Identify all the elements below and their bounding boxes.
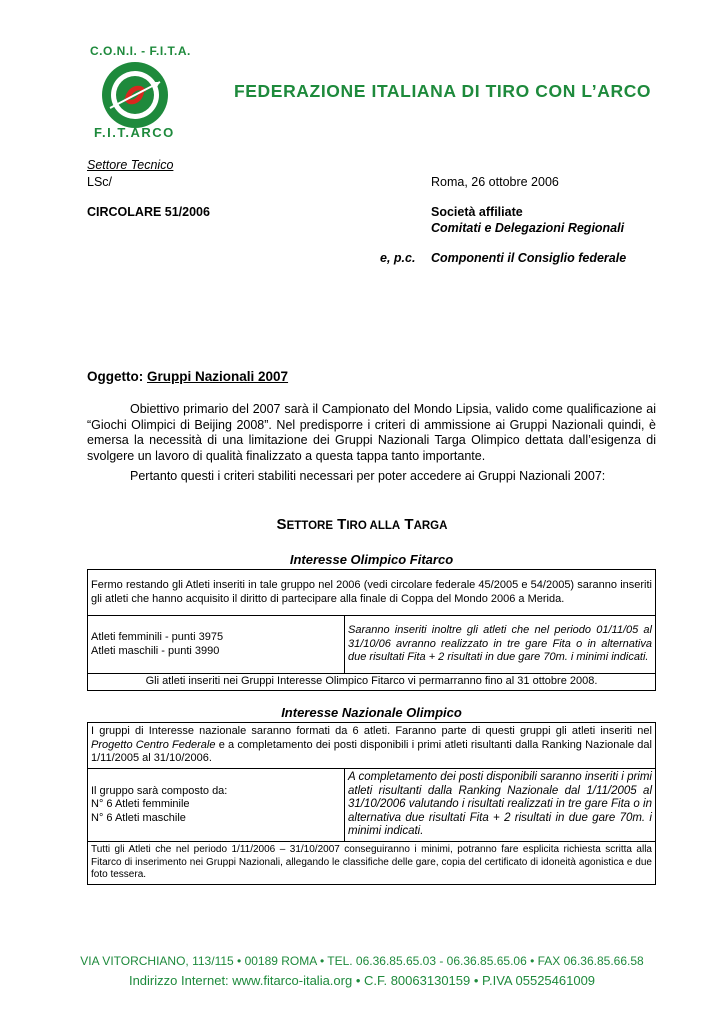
table2-criteria: A completamento dei posti disponibili saranno inseriti i primi atleti risultanti dalla Ranking Nazionale dal 1/11/2005 al 31/10/2006 valutando i risultati realizzati in tre gare Fita o in alternativa due risultati Fita + 2 risultati in due gare 70m. i minimi indicati. — [345, 769, 656, 842]
table1-caption: Interesse Olimpico Fitarco — [289, 552, 454, 567]
table1-scores — [88, 616, 345, 674]
table2-intro-text-a: I gruppi di Interesse nazionale saranno formati da 6 atleti. Faranno parte di questi gruppi gli atleti inseriti nel — [91, 725, 652, 738]
reference: LSc/ — [87, 175, 113, 189]
table2-intro-text-b: e a completamento dei posti disponibili i primi atleti risultanti dalla Ranking Nazionale dal 1/11/2005 al 31/10/2006. — [91, 738, 652, 765]
federation-title: FEDERAZIONE ITALIANA DI TIRO CON L’ARCO — [234, 81, 652, 101]
epc-label: e, p.c. — [380, 251, 416, 265]
section-title-cap-3: T — [404, 516, 414, 533]
table2-intro — [88, 723, 656, 769]
body-text — [87, 402, 656, 485]
section-title-rest-1: ETTORE — [286, 520, 333, 532]
table2-intro-emphasis: Progetto Centro Federale — [91, 738, 216, 751]
table2-female-count: N° 6 Atleti femminile — [91, 798, 190, 811]
table1-footer: Gli atleti inseriti nei Gruppi Interesse Olimpico Fitarco vi permarranno fino al 31 ottobre 2008. — [88, 674, 656, 691]
recipient-council: Componenti il Consiglio federale — [431, 251, 627, 265]
footer-internet: Indirizzo Internet: www.fitarco-italia.org • C.F. 80063130159 • P.IVA 05525461009 — [128, 973, 596, 988]
section-title-rest-2: IRO ALLA — [346, 520, 401, 532]
table-olimpico-fitarco — [87, 569, 656, 691]
section-title-cap-1: S — [276, 516, 287, 533]
circular-number: CIRCOLARE 51/2006 — [87, 205, 210, 219]
section-title-cap-2: T — [337, 516, 347, 533]
table1-criteria: Saranno inseriti inoltre gli atleti che nel periodo 01/11/05 al 31/10/06 avranno realizzato in tre gare Fita o in alternativa due risultati Fita + 2 risultati in due gare 70m. i minimi indicati. — [345, 616, 656, 674]
org-bottom-label: F.I.T.ARCO — [94, 125, 175, 140]
subject-line — [87, 369, 288, 384]
body-paragraph-2: Pertanto questi i criteri stabiliti necessari per poter accedere ai Gruppi Nazionali 2007: — [130, 469, 606, 483]
table2-caption: Interesse Nazionale Olimpico — [281, 705, 462, 720]
department-label: Settore Tecnico — [87, 158, 174, 172]
table1-male-score: Atleti maschili - punti 3990 — [91, 644, 220, 657]
section-title-rest-3: ARGA — [413, 520, 448, 532]
table1-female-score: Atleti femminili - punti 3975 — [91, 631, 224, 643]
body-paragraph-1: Obiettivo primario del 2007 sarà il Campionato del Mondo Lipsia, valido come qualificazione ai “Giochi Olimpici di Beijing 2008”. Nel predisporre i criteri di ammissione ai Gruppi Nazionali quindi, è emersa la necessità di una limitazione dei Gruppi Nazionali Targa Olimpico dettata dall’esigenza di svolgere un lavoro di qualità finalizzato a questa tappa tanto importante. — [87, 402, 656, 463]
recipient-committees: Comitati e Delegazioni Regionali — [431, 221, 625, 235]
table-nazionale-olimpico — [87, 722, 656, 885]
recipient-societies: Società affiliate — [431, 205, 523, 219]
section-title — [0, 516, 724, 533]
org-top-label: C.O.N.I. - F.I.T.A. — [90, 44, 191, 58]
table2-group-composition — [88, 769, 345, 842]
table2-group-label: Il gruppo sarà composto da: — [91, 784, 228, 797]
footer-address: VIA VITORCHIANO, 113/115 • 00189 ROMA • TEL. 06.36.85.65.03 - 06.36.85.65.06 • FAX 06.36.85.66.58 — [80, 954, 644, 968]
table2-footer: Tutti gli Atleti che nel periodo 1/11/2006 – 31/10/2007 conseguiranno i minimi, potranno fare esplicita richiesta scritta alla Fitarco di inserimento nei Gruppi Nazionali, allegando le classifiche delle gare, copia del certificato di idoneità agonistica e due foto tessera. — [88, 842, 656, 885]
place-date: Roma, 26 ottobre 2006 — [431, 175, 559, 189]
page-footer — [0, 952, 724, 990]
subject-value: Gruppi Nazionali 2007 — [147, 369, 289, 384]
table1-intro: Fermo restando gli Atleti inseriti in tale gruppo nel 2006 (vedi circolare federale 45/2005 e 54/2005) saranno inseriti gli atleti che hanno acquisito il diritto di partecipare alla finale di Coppa del Mondo 2006 a Merida. — [88, 570, 656, 616]
subject-label: Oggetto: — [87, 369, 144, 384]
fitarco-logo — [100, 60, 170, 130]
table2-male-count: N° 6 Atleti maschile — [91, 811, 186, 824]
